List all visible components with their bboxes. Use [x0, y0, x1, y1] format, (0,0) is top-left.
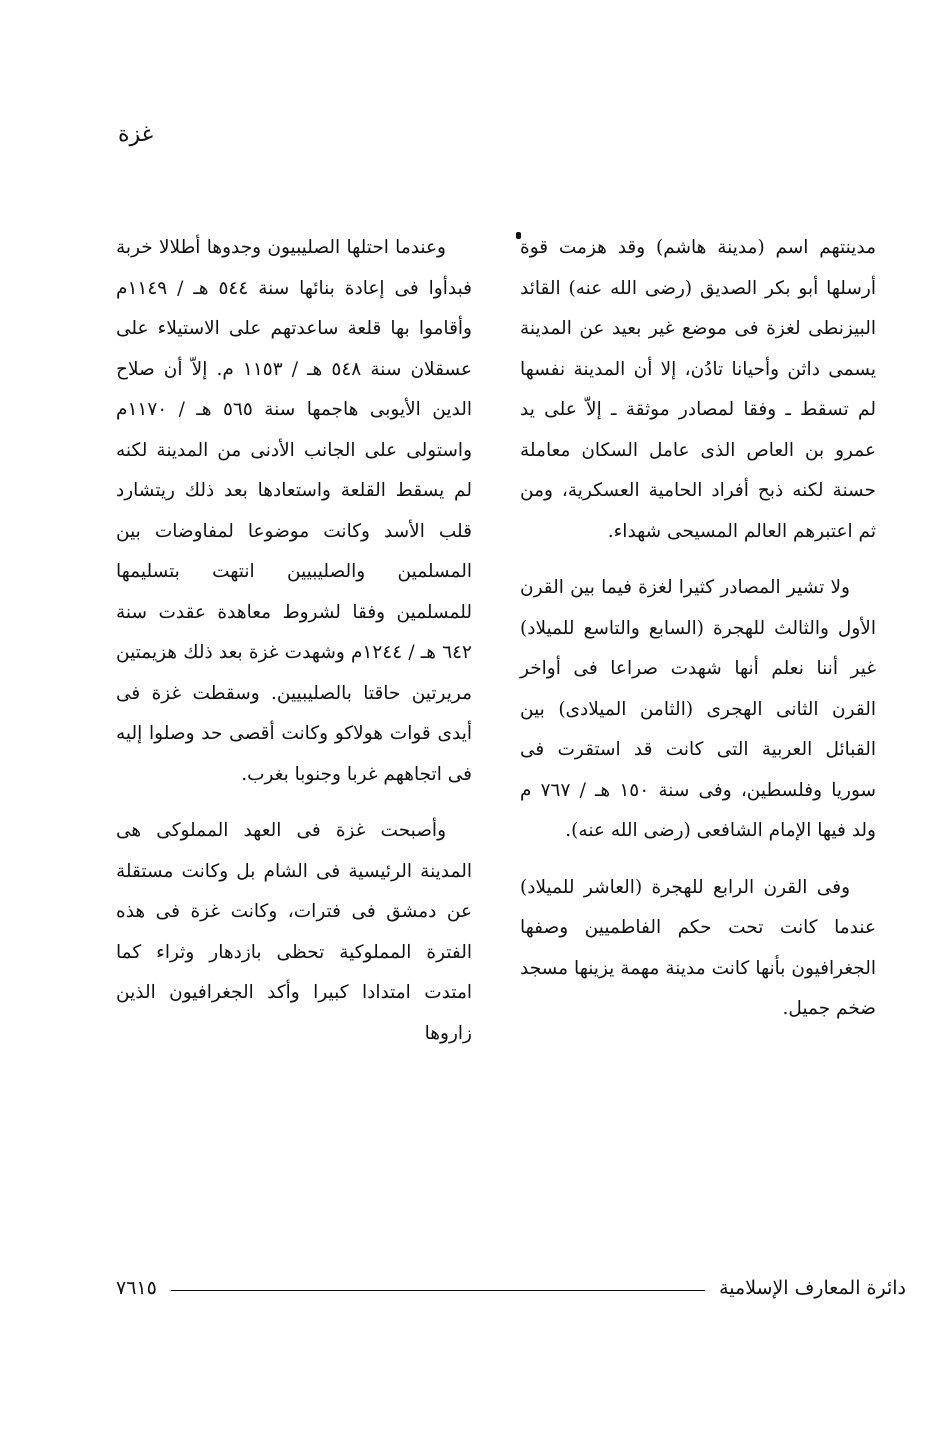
right-column — [520, 228, 876, 1030]
page-footer — [116, 1268, 906, 1308]
paragraph: وفى القرن الرابع للهجرة (العاشر للميلاد) عندما كانت تحت حكم الفاطميين وصفها الجغرافيون بأنها كانت مدينة مهمة يزينها مسجد ضخم جميل. — [520, 876, 876, 1019]
footer-rule — [171, 1290, 705, 1291]
running-head: غزة — [118, 122, 154, 147]
page-number: ٧٦١٥ — [116, 1277, 157, 1299]
paragraph: مدينتهم اسم (مدينة هاشم) وقد هزمت قوة أرسلها أبو بكر الصديق (رضى الله عنه) القائد البيزنطى لغزة فى موضع غير بعيد عن المدينة يسمى داثن وأحيانا تادُن، إلا أن المدينة نفسها لم تسقط ـ وفقا لمصادر موثقة ـ إلاّ على يد عمرو بن العاص الذى عامل السكان معاملة حسنة لكنه ذبح أفراد الحامية العسكرية، ومن ثم اعتبرهم العالم المسيحى شهداء. — [520, 237, 876, 542]
publication-title: دائرة المعارف الإسلامية — [719, 1277, 906, 1299]
paragraph: ولا تشير المصادر كثيرا لغزة فيما بين القرن الأول والثالث للهجرة (السابع والتاسع للميلاد) غير أننا نعلم أنها شهدت صراعا فى أواخر القرن الثانى الهجرى (الثامن الميلادى) بين القبائل العربية التى كانت قد استقرت فى سوريا وفلسطين، وفى سنة ١٥٠ هـ / ٧٦٧ م ولد فيها الإمام الشافعى (رضى الله عنه). — [520, 577, 876, 841]
left-column — [116, 228, 472, 1054]
paragraph: وأصبحت غزة فى العهد المملوكى هى المدينة الرئيسية فى الشام بل وكانت مستقلة عن دمشق فى فترات، وكانت غزة فى هذه الفترة المملوكية تحظى بازدهار وثراء كما امتدت امتدادا كبيرا وأكد الجغرافيون الذين زاروها — [116, 820, 472, 1044]
paragraph: وعندما احتلها الصليبيون وجدوها أطلالا خربة فبدأوا فى إعادة بنائها سنة ٥٤٤ هـ / ١١٤٩م وأقاموا بها قلعة ساعدتهم على الاستيلاء على عسقلان سنة ٥٤٨ هـ / ١١٥٣ م. إلاّ أن صلاح الدين الأيوبى هاجمها سنة ٥٦٥ هـ / ١١٧٠م واستولى على الجانب الأدنى من المدينة لكنه لم يسقط القلعة واستعادها بعد ذلك ريتشارد قلب الأسد وكانت موضوعا لمفاوضات بين المسلمين والصليبيين انتهت بتسليمها للمسلمين وفقا لشروط معاهدة عقدت سنة ٦٤٢ هـ / ١٢٤٤م وشهدت غزة بعد ذلك هزيمتين مريرتين حاقتا بالصليبيين. وسقطت غزة فى أيدى قوات هولاكو وكانت أقصى حد وصلوا إليه فى اتجاههم غربا وجنوبا بغرب. — [116, 237, 472, 785]
